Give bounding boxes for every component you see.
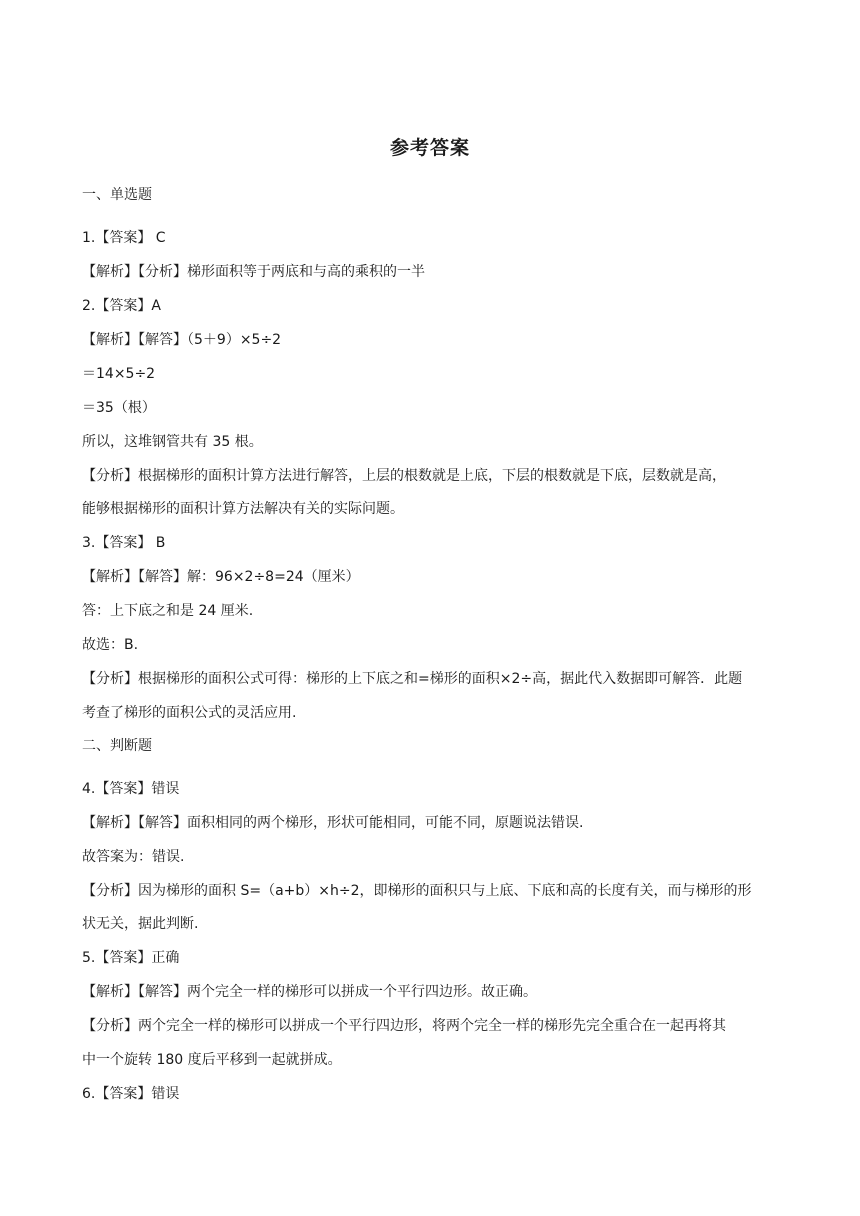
analysis-3-line-2: 考查了梯形的面积公式的灵活应用. [82, 705, 297, 721]
analysis-5-line-1: 【分析】两个完全一样的梯形可以拼成一个平行四边形，将两个完全一样的梯形先完全重合在一起再将其 [82, 1018, 726, 1034]
solution-5: 【解析】【解答】两个完全一样的梯形可以拼成一个平行四边形。故正确。 [82, 984, 537, 1000]
answer-1: 1.【答案】 C [82, 230, 166, 246]
answer-4: 4.【答案】错误 [82, 781, 180, 797]
analysis-2-line-2: 能够根据梯形的面积计算方法解决有关的实际问题。 [82, 501, 404, 517]
solution-4-answer: 故答案为：错误. [82, 849, 185, 865]
solution-3: 【解析】【解答】解：96×2÷8=24（厘米） [82, 569, 360, 585]
solution-2-conclusion: 所以，这堆钢管共有 35 根。 [82, 434, 263, 450]
analysis-3-line-1: 【分析】根据梯形的面积公式可得：梯形的上下底之和=梯形的面积×2÷高，据此代入数据即可解答．此题 [82, 671, 743, 687]
answer-2: 2.【答案】A [82, 298, 161, 314]
solution-2-step-1: 【解析】【解答】（5＋9）×5÷2 [82, 332, 282, 348]
solution-3-choice: 故选：B. [82, 637, 139, 653]
answer-3: 3.【答案】 B [82, 535, 166, 551]
analysis-4-line-2: 状无关，据此判断. [82, 916, 199, 932]
analysis-2-line-1: 【分析】根据梯形的面积计算方法进行解答，上层的根数就是上底，下层的根数就是下底，层数就是高， [82, 468, 726, 484]
solution-4: 【解析】【解答】面积相同的两个梯形，形状可能相同，可能不同，原题说法错误. [82, 815, 584, 831]
solution-2-step-2: ＝14×5÷2 [82, 366, 156, 382]
section-heading-single-choice: 一、单选题 [82, 187, 152, 203]
answer-6: 6.【答案】错误 [82, 1086, 180, 1102]
page-title: 参考答案 [389, 137, 470, 159]
solution-3-answer: 答：上下底之和是 24 厘米. [82, 603, 254, 619]
solution-2-step-3: ＝35（根） [82, 400, 156, 416]
analysis-1: 【解析】【分析】梯形面积等于两底和与高的乘积的一半 [82, 264, 425, 280]
analysis-5-line-2: 中一个旋转 180 度后平移到一起就拼成。 [82, 1052, 342, 1068]
answer-5: 5.【答案】正确 [82, 950, 180, 966]
section-heading-true-false: 二、判断题 [82, 738, 152, 754]
analysis-4-line-1: 【分析】因为梯形的面积 S=（a+b）×h÷2，即梯形的面积只与上底、下底和高的长度有关，而与梯形的形 [82, 883, 752, 899]
